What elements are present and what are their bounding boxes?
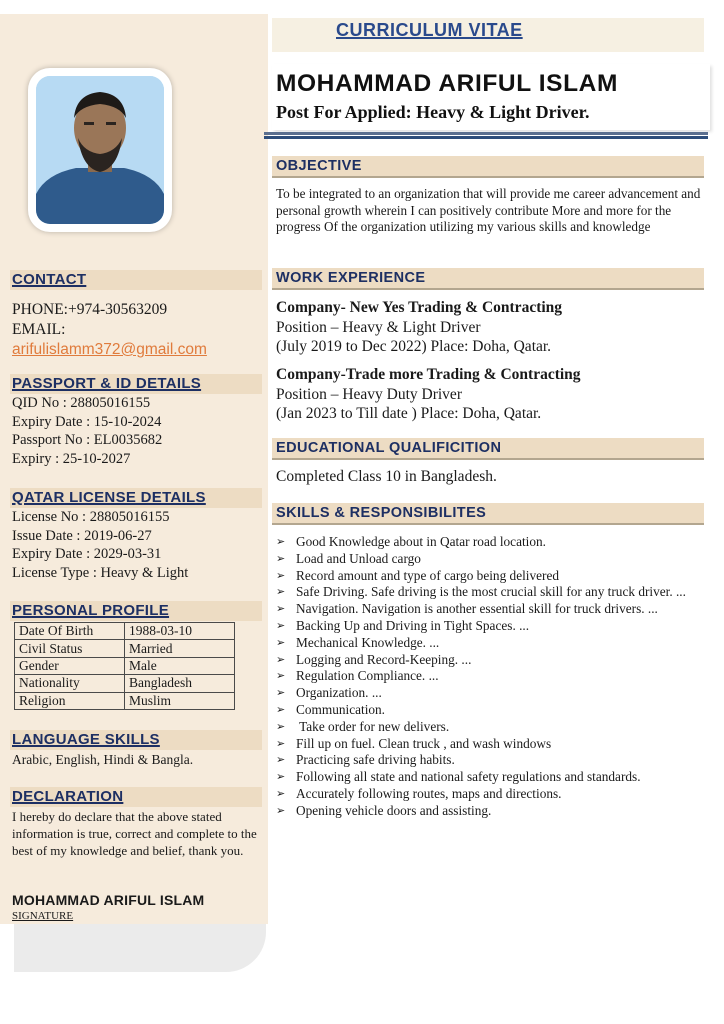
arrow-bullet-icon: ➢ <box>276 669 286 683</box>
arrow-bullet-icon: ➢ <box>276 618 286 632</box>
declaration-text: I hereby do declare that the above stated information is true, correct and complete to the best of my knowledge and belief, thank you. <box>12 809 257 858</box>
arrow-bullet-icon: ➢ <box>276 686 286 700</box>
list-item: ➢ Take order for new delivers. <box>276 718 450 734</box>
profile-key: Religion <box>15 692 125 709</box>
profile-value: 1988-03-10 <box>125 623 235 640</box>
passport-expiry: Expiry : 25-10-2027 <box>12 450 131 467</box>
list-item: ➢ Fill up on fuel. Clean truck , and wash windows <box>276 735 552 751</box>
profile-key: Civil Status <box>15 640 125 657</box>
table-row <box>15 640 235 657</box>
arrow-bullet-icon: ➢ <box>276 551 286 565</box>
profile-value: Bangladesh <box>125 675 235 692</box>
list-item: ➢ Organization. ... <box>276 685 382 701</box>
list-item: ➢ Backing Up and Driving in Tight Spaces. ... <box>276 617 530 633</box>
candidate-name: MOHAMMAD ARIFUL ISLAM <box>276 70 618 97</box>
arrow-bullet-icon: ➢ <box>276 770 286 784</box>
table-row <box>15 623 235 640</box>
language-text: Arabic, English, Hindi & Bangla. <box>12 752 194 767</box>
signature-name: MOHAMMAD ARIFUL ISLAM <box>12 892 205 908</box>
license-expiry-date: Expiry Date : 2029-03-31 <box>12 546 162 562</box>
arrow-bullet-icon: ➢ <box>276 635 286 649</box>
license-type: License Type : Heavy & Light <box>12 564 189 581</box>
arrow-bullet-icon: ➢ <box>276 736 286 750</box>
license-heading: QATAR LICENSE DETAILS <box>10 488 262 508</box>
list-item: ➢ Regulation Compliance. ... <box>276 668 439 684</box>
list-item: ➢ Record amount and type of cargo being delivered <box>276 567 560 583</box>
profile-value: Married <box>125 640 235 657</box>
list-item: ➢ Mechanical Knowledge. ... <box>276 634 440 650</box>
arrow-bullet-icon: ➢ <box>276 753 286 767</box>
education-text: Completed Class 10 in Bangladesh. <box>276 468 497 485</box>
language-heading: LANGUAGE SKILLS <box>10 730 262 750</box>
arrow-bullet-icon: ➢ <box>276 652 286 666</box>
arrow-bullet-icon: ➢ <box>276 585 286 599</box>
person-portrait-icon <box>36 76 164 224</box>
list-item: ➢ Good Knowledge about in Qatar road location. <box>276 534 546 549</box>
contact-heading: CONTACT <box>10 270 262 290</box>
divider-line <box>264 132 708 135</box>
job-company: Company-Trade more Trading & Contracting <box>276 366 581 383</box>
contact-block <box>12 300 262 360</box>
email-link[interactable]: arifulislamm372@gmail.com <box>12 341 207 358</box>
list-item: ➢ Communication. <box>276 701 386 717</box>
profile-key: Nationality <box>15 675 125 692</box>
table-row <box>15 657 235 674</box>
job-entry <box>276 298 706 357</box>
list-item: ➢ Safe Driving. Safe driving is the most crucial skill for any truck driver. ... <box>276 584 686 600</box>
list-item: ➢ Navigation. Navigation is another essential skill for truck drivers. ... <box>276 601 658 617</box>
profile-photo <box>28 68 172 232</box>
profile-value: Muslim <box>125 692 235 709</box>
post-applied: Post For Applied: Heavy & Light Driver. <box>276 102 590 122</box>
sidebar-tail-decoration <box>14 924 266 972</box>
signature-label: SIGNATURE <box>12 910 74 922</box>
cv-title: CURRICULUM VITAE <box>336 20 523 40</box>
license-number: License No : 28805016155 <box>12 509 170 525</box>
declaration-heading: DECLARATION <box>10 787 262 807</box>
passport-heading: PASSPORT & ID DETAILS <box>10 374 262 394</box>
arrow-bullet-icon: ➢ <box>276 602 286 616</box>
license-details <box>12 508 262 582</box>
skills-list <box>276 534 706 820</box>
arrow-bullet-icon: ➢ <box>276 786 286 800</box>
list-item: ➢ Practicing safe driving habits. <box>276 752 455 768</box>
list-item: ➢ Accurately following routes, maps and directions. <box>276 785 562 801</box>
license-issue-date: Issue Date : 2019-06-27 <box>12 527 152 544</box>
passport-number: Passport No : EL0035682 <box>12 432 163 448</box>
job-position: Position – Heavy & Light Driver <box>276 318 481 336</box>
personal-profile-table <box>14 622 235 710</box>
list-item: ➢ Logging and Record-Keeping. ... <box>276 651 472 667</box>
arrow-bullet-icon: ➢ <box>276 702 286 716</box>
skills-heading: SKILLS & RESPONSIBILITES <box>272 503 704 525</box>
job-period: (Jan 2023 to Till date ) Place: Doha, Qatar. <box>276 405 542 422</box>
job-entry <box>276 365 706 424</box>
objective-text: To be integrated to an organization that will provide me career advancement and personal growth wherein I can positively contribute More and more for the progress Of the organization utilizing my various skills and knowledge <box>276 186 701 234</box>
education-heading: EDUCATIONAL QUALIFICITION <box>272 438 704 460</box>
arrow-bullet-icon: ➢ <box>276 719 286 733</box>
profile-value: Male <box>125 657 235 674</box>
objective-heading: OBJECTIVE <box>272 156 704 178</box>
profile-key: Gender <box>15 657 125 674</box>
divider-line <box>264 136 708 139</box>
list-item: ➢ Load and Unload cargo <box>276 550 421 566</box>
passport-details <box>12 394 262 468</box>
phone-text: PHONE:+974-30563209 <box>12 301 168 318</box>
profile-key: Date Of Birth <box>15 623 125 640</box>
work-experience-heading: WORK EXPERIENCE <box>272 268 704 290</box>
qid-expiry: Expiry Date : 15-10-2024 <box>12 413 162 430</box>
email-label: EMAIL: <box>12 321 66 338</box>
list-item: ➢ Following all state and national safety regulations and standards. <box>276 769 641 785</box>
arrow-bullet-icon: ➢ <box>276 535 286 548</box>
table-row <box>15 692 235 709</box>
job-period: (July 2019 to Dec 2022) Place: Doha, Qatar. <box>276 338 552 355</box>
qid-number: QID No : 28805016155 <box>12 395 151 411</box>
table-row <box>15 675 235 692</box>
job-position: Position – Heavy Duty Driver <box>276 385 462 403</box>
list-item: ➢ Opening vehicle doors and assisting. <box>276 802 492 818</box>
arrow-bullet-icon: ➢ <box>276 568 286 582</box>
job-company: Company- New Yes Trading & Contracting <box>276 299 563 316</box>
profile-heading: PERSONAL PROFILE <box>10 601 262 621</box>
arrow-bullet-icon: ➢ <box>276 803 286 817</box>
